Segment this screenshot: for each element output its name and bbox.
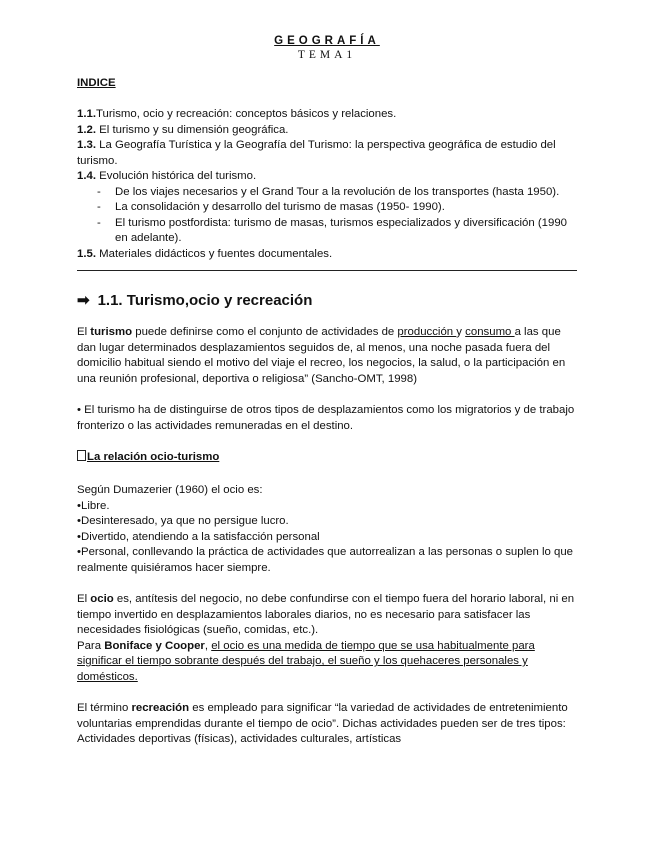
toc-item: 1.1.Turismo, ocio y recreación: conceptos básicos y relaciones.	[77, 108, 397, 120]
checkbox-square-icon	[77, 450, 86, 461]
paragraph-ocio: El ocio es, antítesis del negocio, no debe confundirse con el tiempo fuera del horario laboral, ni en tiempo invertido en desplazamientos laborales diarios, no es necesario para satisfacer las necesidades fisiológicas (sueño, comidas, etc.).	[77, 593, 575, 636]
toc-subitem: - El turismo postfordista: turismo de masas, turismos especializados y diversificación (1990 en adelante).	[77, 216, 577, 247]
paragraph-boniface-cooper: Para Boniface y Cooper, el ocio es una medida de tiempo que se usa habitualmente para significar el tiempo sobrante después del trabajo, el sueño y los quehaceres personales y domésticos.	[77, 639, 535, 683]
paragraph-turismo: El turismo puede definirse como el conjunto de actividades de producción y consumo a las que dan lugar determinados desplazamientos seguidos de, al menos, una noche pasada fuera del domicilio habitual siendo el motivo del viaje el recreo, los negocios, la salud, o la participación en una reunión profesional, deportiva o religiosa” (Sancho-OMT, 1998)	[77, 326, 566, 385]
paragraph-ocio-intro: Según Dumazerier (1960) el ocio es:	[77, 484, 263, 496]
toc-subitem: - La consolidación y desarrollo del turismo de masas (1950- 1990).	[77, 200, 577, 216]
toc-item: 1.5. Materiales didácticos y fuentes documentales.	[77, 247, 333, 260]
toc-item: 1.4. Evolución histórica del turismo.	[77, 170, 257, 182]
toc-item: 1.3. La Geografía Turística y la Geografía del Turismo: la perspectiva geográfica de estudio del turismo.	[77, 139, 556, 167]
list-item: •Libre.	[77, 499, 110, 512]
paragraph-recreacion: El término recreación es empleado para significar “la variedad de actividades de entretenimiento voluntarias emprendidas durante el tiempo de ocio”. Dichas actividades pueden ser de tres tipos: Actividades deportivas (físicas), actividades culturales, artísticas	[77, 702, 568, 745]
section-heading	[77, 291, 577, 311]
list-item: •Divertido, atendiendo a la satisfacción personal	[77, 530, 320, 543]
list-item: •Desinteresado, ya que no persigue lucro.	[77, 515, 289, 527]
paragraph-distincion: • El turismo ha de distinguirse de otros tipos de desplazamientos como los migratorios y de trabajo fronterizo o las actividades remuneradas en el destino.	[77, 404, 575, 432]
document-title: GEOGRAFÍA	[274, 35, 380, 47]
subheading-ocio-turismo: La relación ocio-turismo	[77, 450, 577, 465]
toc-item: 1.2. El turismo y su dimensión geográfica.	[77, 123, 289, 136]
arrow-right-icon: ➡	[77, 292, 90, 309]
section-title: 1.1. Turismo,ocio y recreación	[97, 292, 313, 309]
indice-heading: INDICE	[77, 77, 116, 89]
toc-subitem: - De los viajes necesarios y el Grand Tour a la revolución de los transportes (hasta 1950).	[77, 185, 577, 201]
toc-subitems	[77, 185, 577, 247]
table-of-contents	[77, 107, 577, 262]
document-subtitle: TEMA1	[297, 49, 357, 61]
list-item: •Personal, conllevando la práctica de actividades que autorrealizan a las personas o suplen lo que realmente quisiéramos hacer siempre.	[77, 546, 573, 574]
section-divider	[77, 270, 577, 271]
document-page	[77, 34, 577, 748]
